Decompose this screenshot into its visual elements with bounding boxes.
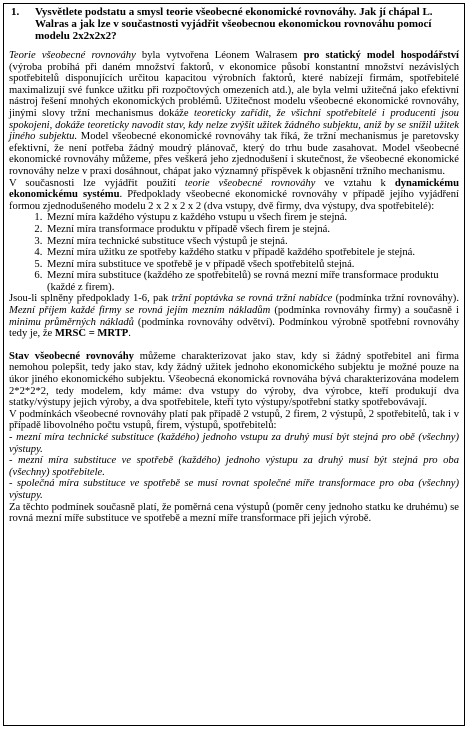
paragraph-gap	[9, 340, 459, 351]
paragraph-conditions	[9, 293, 459, 339]
text-span: můžeme charakterizovat jako stav, kdy si žádný spotřebitel ani firma nemohou polepšit, tedy jako stav, kdy žádný užitek jednoho ekonomického subjektu je možné pouze na úkor jiného ekonomického subjektu. Všeobecná ekonomická rovnováha bývá charakterizována modelem 2*2*2*2, tedy modelem, kdy máme: dva vstupy do výroby, dva výrobce, kteří produkují dva statky/výstupy jejich výroby, a dva spotřebitele, kteří tyto výstupy/spotřební statky spotřebovávají.	[9, 350, 459, 409]
italic-term: minimu průměrných nákladů	[9, 316, 134, 328]
list-item: 3. Mezní míra technické substituce všech výstupů je stejná.	[45, 236, 459, 248]
text-span: V současnosti lze vyjádřit použití	[9, 177, 185, 189]
italic-statement: teoreticky zařídit, že všichni spotřebitelé i producenti jsou spokojeni, dokáže teoreticky navodit stav, kdy nelze zvýšit užitek žádného subjektu, aniž by se snížil užitek jiného subjektu.	[9, 107, 459, 143]
condition-item: - mezní míra substituce ve spotřebě (každého) jednoho výstupu za druhý musí být stejná pro oba (všechny) spotřebitele.	[9, 455, 459, 478]
list-item: 6. Mezní míra substituce (každého ze spotřebitelů) se rovná mezní míře transformace produktu (každé z firem).	[45, 270, 459, 293]
list-item: 2. Mezní míra transformace produktu v případě všech firem je stejná.	[45, 224, 459, 236]
text-span: (podmínka rovnováhy firmy) a současně i	[270, 305, 459, 317]
formula-mrsc-mrtp: MRSC = MRTP	[54, 328, 129, 340]
term-general-equilibrium: Teorie všeobecné rovnováhy	[9, 50, 136, 61]
paragraph-walras	[9, 50, 459, 178]
document-page	[3, 3, 465, 726]
paragraph-intro-conditions: V podmínkách všeobecné rovnováhy platí pak případě 2 vstupů, 2 firem, 2 výstupů, 2 spotřebitelů, tak i v případě libovolného počtu vstupů, firem, výstupů, spotřebitelů:	[9, 408, 459, 432]
text-span: ve vztahu k	[315, 177, 395, 189]
list-item: 5. Mezní míra substituce ve spotřebě je v případě všech spotřebitelů stejná.	[45, 259, 459, 271]
question-number: 1.	[11, 6, 20, 18]
term-equilibrium-state: Stav všeobecné rovnováhy	[9, 350, 134, 362]
text-span: (podmínka tržní rovnováhy).	[332, 293, 459, 305]
term-static-model: pro statický model hospodářství	[303, 50, 459, 61]
text-span: (podmínka rovnováhy odvětví). Podmínkou výrobně spotřební rovnováhy tedy je, že	[9, 316, 459, 340]
text-span: Jsou-li splněny předpoklady 1-6, pak	[9, 293, 172, 305]
text-span: byla vytvořena Léonem Walrasem	[135, 50, 304, 61]
list-item: 4. Mezní míra užitku ze spotřeby každého statku v případě každého spotřebitele je stejná.	[45, 247, 459, 259]
italic-term: tržní poptávka se rovná tržní nabídce	[171, 293, 333, 305]
text-span: . Předpoklady všeobecné ekonomické rovnováhy v případě jejího vyjádření formou zjednodušeného modelu 2 x 2 x 2 x 2 (dva vstupy, dvě firmy, dva výstupy, dva spotřebitelé):	[9, 189, 459, 212]
paragraph-conclusion: Za těchto podmínek současně platí, že poměrná cena výstupů (poměr ceny jednoho statku ke druhému) se rovná mezní míře substituce ve spotřebě a mezní míře transformace při jejich výrobě.	[9, 501, 459, 525]
text-span: .	[128, 328, 131, 340]
question-heading	[9, 6, 459, 42]
condition-item: - společná míra substituce ve spotřebě se musí rovnat společné míře transformace pro oba (všechny) výstupy.	[9, 478, 459, 501]
paragraph-present	[9, 178, 459, 213]
text-span: (výroba probíhá při daném množství faktorů, v ekonomice působí konstantní množství nezávislých spotřebitelů disponujících určitou kapacitou výrobních faktorů, které nabízejí firmám, spotřebitelé maximalizují své funkce užitku při rozpočtových omezeních atd.), ale byla velmi užitečná jako efektivní nástroj řešení mnohých ekonomických problémů. Užitečnost modelu všeobecné ekonomické rovnováhy, jinými slovy tržní mechanismus dokáže	[9, 61, 459, 119]
paragraph-equilibrium-state	[9, 351, 459, 409]
term-dynamic-system: dynamickému ekonomickému systému	[9, 177, 459, 201]
list-item: 1. Mezní míra každého výstupu z každého vstupu u všech firem je stejná.	[45, 212, 459, 224]
term-general-equilibrium: teorie všeobecné rovnováhy	[184, 177, 316, 189]
question-text: Vysvětlete podstatu a smysl teorie všeobecné ekonomické rovnováhy. Jak jí chápal L. Walras a jak lze v součastnosti vyjádřit všeobecnou ekonomickou rovnováhu pomocí modelu 2x2x2x2?	[35, 6, 433, 42]
italic-term: Mezní příjem každé firmy se rovná jejím mezním nákladům	[9, 305, 271, 317]
condition-item: - mezní míra technické substituce (každého) jednoho vstupu za druhý musí být stejná pro obě (všechny) výstupy.	[9, 432, 459, 455]
assumptions-list	[9, 212, 459, 293]
text-span: Model všeobecné ekonomické rovnováhy tak říká, že tržní mechanismus je paretovsky efektivní, že není potřeba žádný moudrý plánovač, který do trhu bude zasahovat. Model všeobecné ekonomické rovnováhy můžeme, přes veškerá jeho zjednodušení i skutečnost, že všeobecné ekonomické rovnováhy nelze v praxi dosáhnout, chápat jako významný příspěvek k objasnění tržního mechanismu.	[9, 131, 459, 177]
